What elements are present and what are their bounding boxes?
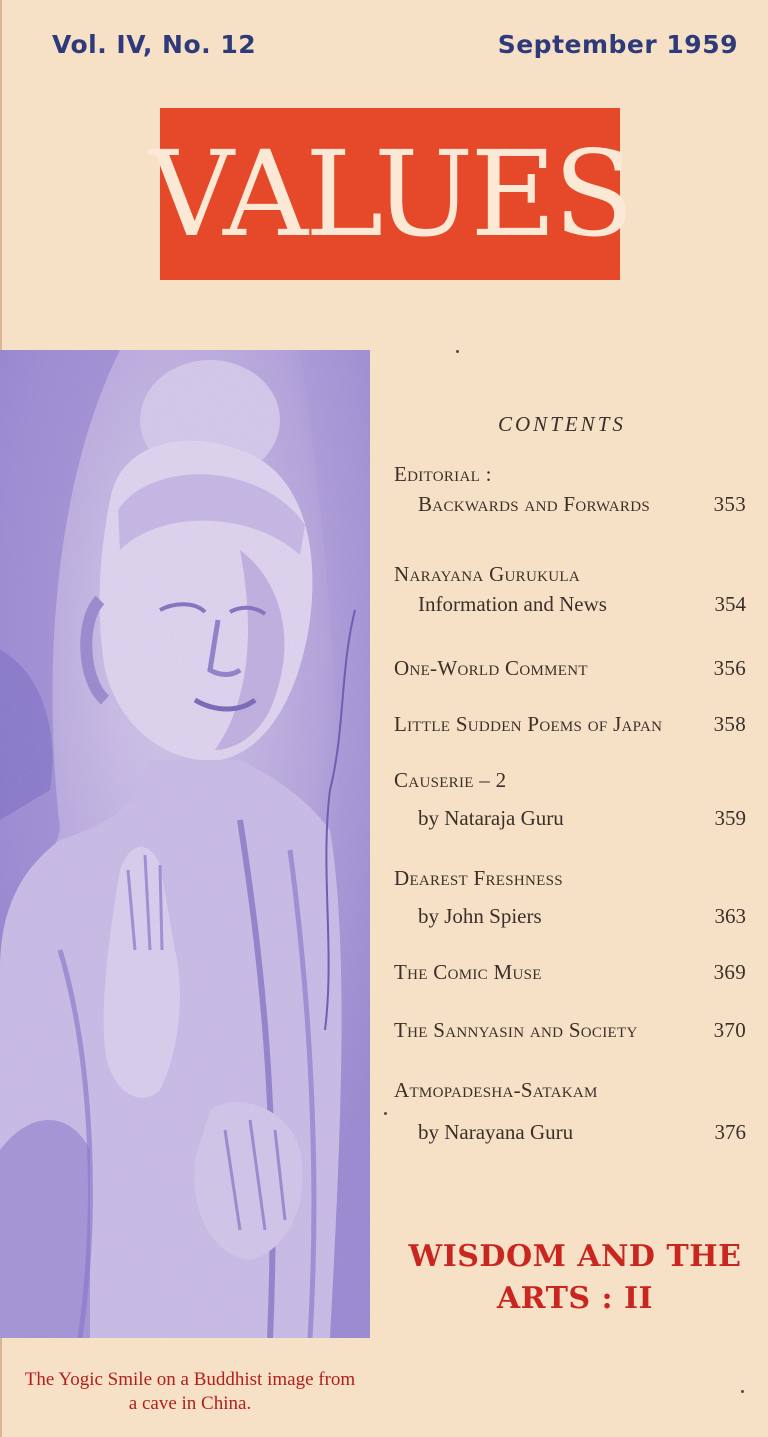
volume-number: Vol. IV, No. 12 (52, 30, 257, 59)
issue-date: September 1959 (497, 30, 738, 59)
toc-subtitle-text: by Narayana Guru (418, 1120, 574, 1144)
feature-headline (400, 1236, 750, 1320)
toc-title-text: The Sannyasin and Society (394, 1018, 638, 1042)
print-speck (456, 350, 459, 353)
toc-entry-title: Causerie – 2 (394, 768, 507, 792)
magazine-title: VALUES (148, 125, 632, 263)
toc-page-number: 356 (713, 656, 746, 680)
toc-entry-subtitle (394, 590, 754, 620)
toc-entry-subtitle (394, 490, 754, 520)
image-caption (0, 1368, 380, 1416)
toc-entry-one-world-comment[interactable] (394, 654, 754, 684)
toc-entry-title (394, 1016, 754, 1046)
toc-subtitle-text: Information and News (418, 592, 607, 616)
toc-subtitle-text: Backwards and Forwards (418, 492, 650, 516)
toc-entry-little-sudden-poems[interactable] (394, 710, 754, 740)
toc-page-number: 376 (714, 1120, 746, 1144)
toc-subtitle-text: by Nataraja Guru (418, 806, 564, 830)
toc-entry-title: Atmopadesha-Satakam (394, 1078, 598, 1102)
feature-line-2: ARTS : II (496, 1281, 654, 1316)
buddha-cover-image (0, 350, 370, 1338)
toc-title-text: Little Sudden Poems of Japan (394, 712, 663, 736)
toc-page-number: 370 (713, 1018, 746, 1042)
caption-line-2: a cave in China. (128, 1393, 252, 1414)
print-speck (384, 1112, 387, 1115)
toc-entry-comic-muse[interactable] (394, 958, 754, 988)
toc-entry-title (394, 710, 754, 740)
toc-subtitle-text: by John Spiers (418, 904, 542, 928)
toc-entry-subtitle (394, 902, 754, 932)
feature-line-1: WISDOM AND THE (408, 1239, 742, 1274)
toc-page-number: 363 (714, 904, 746, 928)
toc-entry-editorial[interactable] (394, 460, 754, 520)
toc-entry-dearest-freshness[interactable] (394, 864, 754, 932)
toc-title-text: One-World Comment (394, 656, 588, 680)
toc-page-number: 354 (714, 592, 746, 616)
toc-page-number: 359 (714, 806, 746, 830)
toc-entry-sannyasin-society[interactable] (394, 1016, 754, 1046)
toc-title-text: The Comic Muse (394, 960, 542, 984)
toc-entry-title: Narayana Gurukula (394, 562, 580, 586)
toc-entry-causerie[interactable] (394, 766, 754, 834)
toc-entry-title (394, 958, 754, 988)
toc-entry-subtitle (394, 804, 754, 834)
contents-heading: CONTENTS (498, 412, 626, 436)
print-speck (741, 1390, 744, 1393)
toc-entry-atmopadesha-satakam[interactable] (394, 1076, 754, 1148)
toc-page-number: 353 (713, 492, 746, 516)
buddha-illustration (0, 350, 370, 1338)
toc-entry-title: Dearest Freshness (394, 866, 563, 890)
toc-entry-title: Editorial : (394, 462, 492, 486)
toc-page-number: 358 (713, 712, 746, 736)
toc-entry-subtitle (394, 1118, 754, 1148)
toc-page-number: 369 (713, 960, 746, 984)
toc-entry-title (394, 654, 754, 684)
caption-line-1: The Yogic Smile on a Buddhist image from (24, 1369, 356, 1390)
masthead (148, 108, 632, 280)
toc-entry-narayana-gurukula[interactable] (394, 560, 754, 620)
